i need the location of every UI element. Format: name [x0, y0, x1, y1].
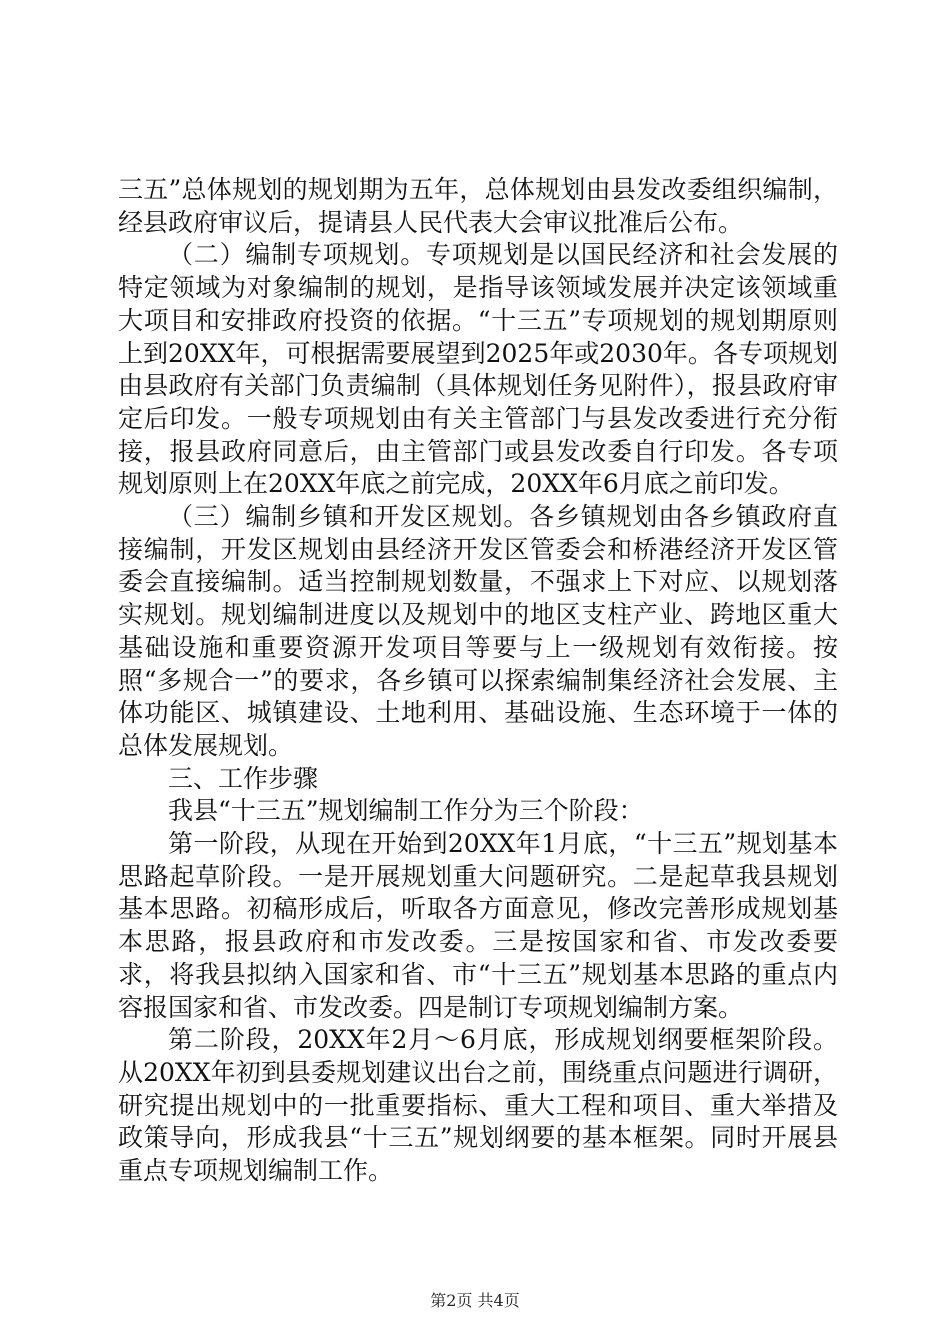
- section-heading-work-steps: 三、工作步骤: [168, 763, 319, 793]
- paragraph-township-plans: （三）编制乡镇和开发区规划。各乡镇规划由各乡镇政府直接编制，开发区规划由县经济开发区管委会和桥港经济开发区管委会直接编制。适当控制规划数量，不强求上下对应、以规划落实规划。规划编制进度以及规划中的地区支柱产业、跨地区重大基础设施和重要资源开发项目等要与上一级规划有效衔接。按照“多规合一”的要求，各乡镇可以探索编制集经济社会发展、主体功能区、城镇建设、土地利用、基础设施、生态环境于一体的总体发展规划。: [118, 502, 838, 760]
- paragraph-special-plans: （二）编制专项规划。专项规划是以国民经济和社会发展的特定领域为对象编制的规划，是指导该领域发展并决定该领域重大项目和安排政府投资的依据。“十三五”专项规划的规划期原则上到20XX年，可根据需要展望到2025年或2030年。各专项规划由县政府有关部门负责编制（具体规划任务见附件），报县政府审定后印发。一般专项规划由有关主管部门与县发改委进行充分衔接，报县政府同意后，由主管部门或县发改委自行印发。各专项规划原则上在20XX年底之前完成，20XX年6月底之前印发。: [118, 240, 838, 499]
- paragraph-three-stages: 我县“十三五”规划编制工作分为三个阶段：: [168, 796, 644, 826]
- page-number-footer: 第2页 共4页: [430, 1291, 520, 1310]
- document-body: [118, 174, 838, 1188]
- paragraph-stage-two: 第二阶段，20XX年2月～6月底，形成规划纲要框架阶段。从20XX年初到县委规划建议出台之前，围绕重点问题进行调研，研究提出规划中的一批重要指标、重大工程和项目、重大举措及政策导向，形成我县“十三五”规划纲要的基本框架。同时开展县重点专项规划编制工作。: [118, 1025, 838, 1186]
- paragraph-overall-plan-continued: 三五”总体规划的规划期为五年，总体规划由县发改委组织编制，经县政府审议后，提请县人民代表大会审议批准后公布。: [118, 175, 838, 237]
- paragraph-stage-one: 第一阶段，从现在开始到20XX年1月底，“十三五”规划基本思路起草阶段。一是开展规划重大问题研究。二是起草我县规划基本思路。初稿形成后，听取各方面意见，修改完善形成规划基本思路，报县政府和市发改委。三是按国家和省、市发改委要求，将我县拟纳入国家和省、市“十三五”规划基本思路的重点内容报国家和省、市发改委。四是制订专项规划编制方案。: [118, 829, 838, 1022]
